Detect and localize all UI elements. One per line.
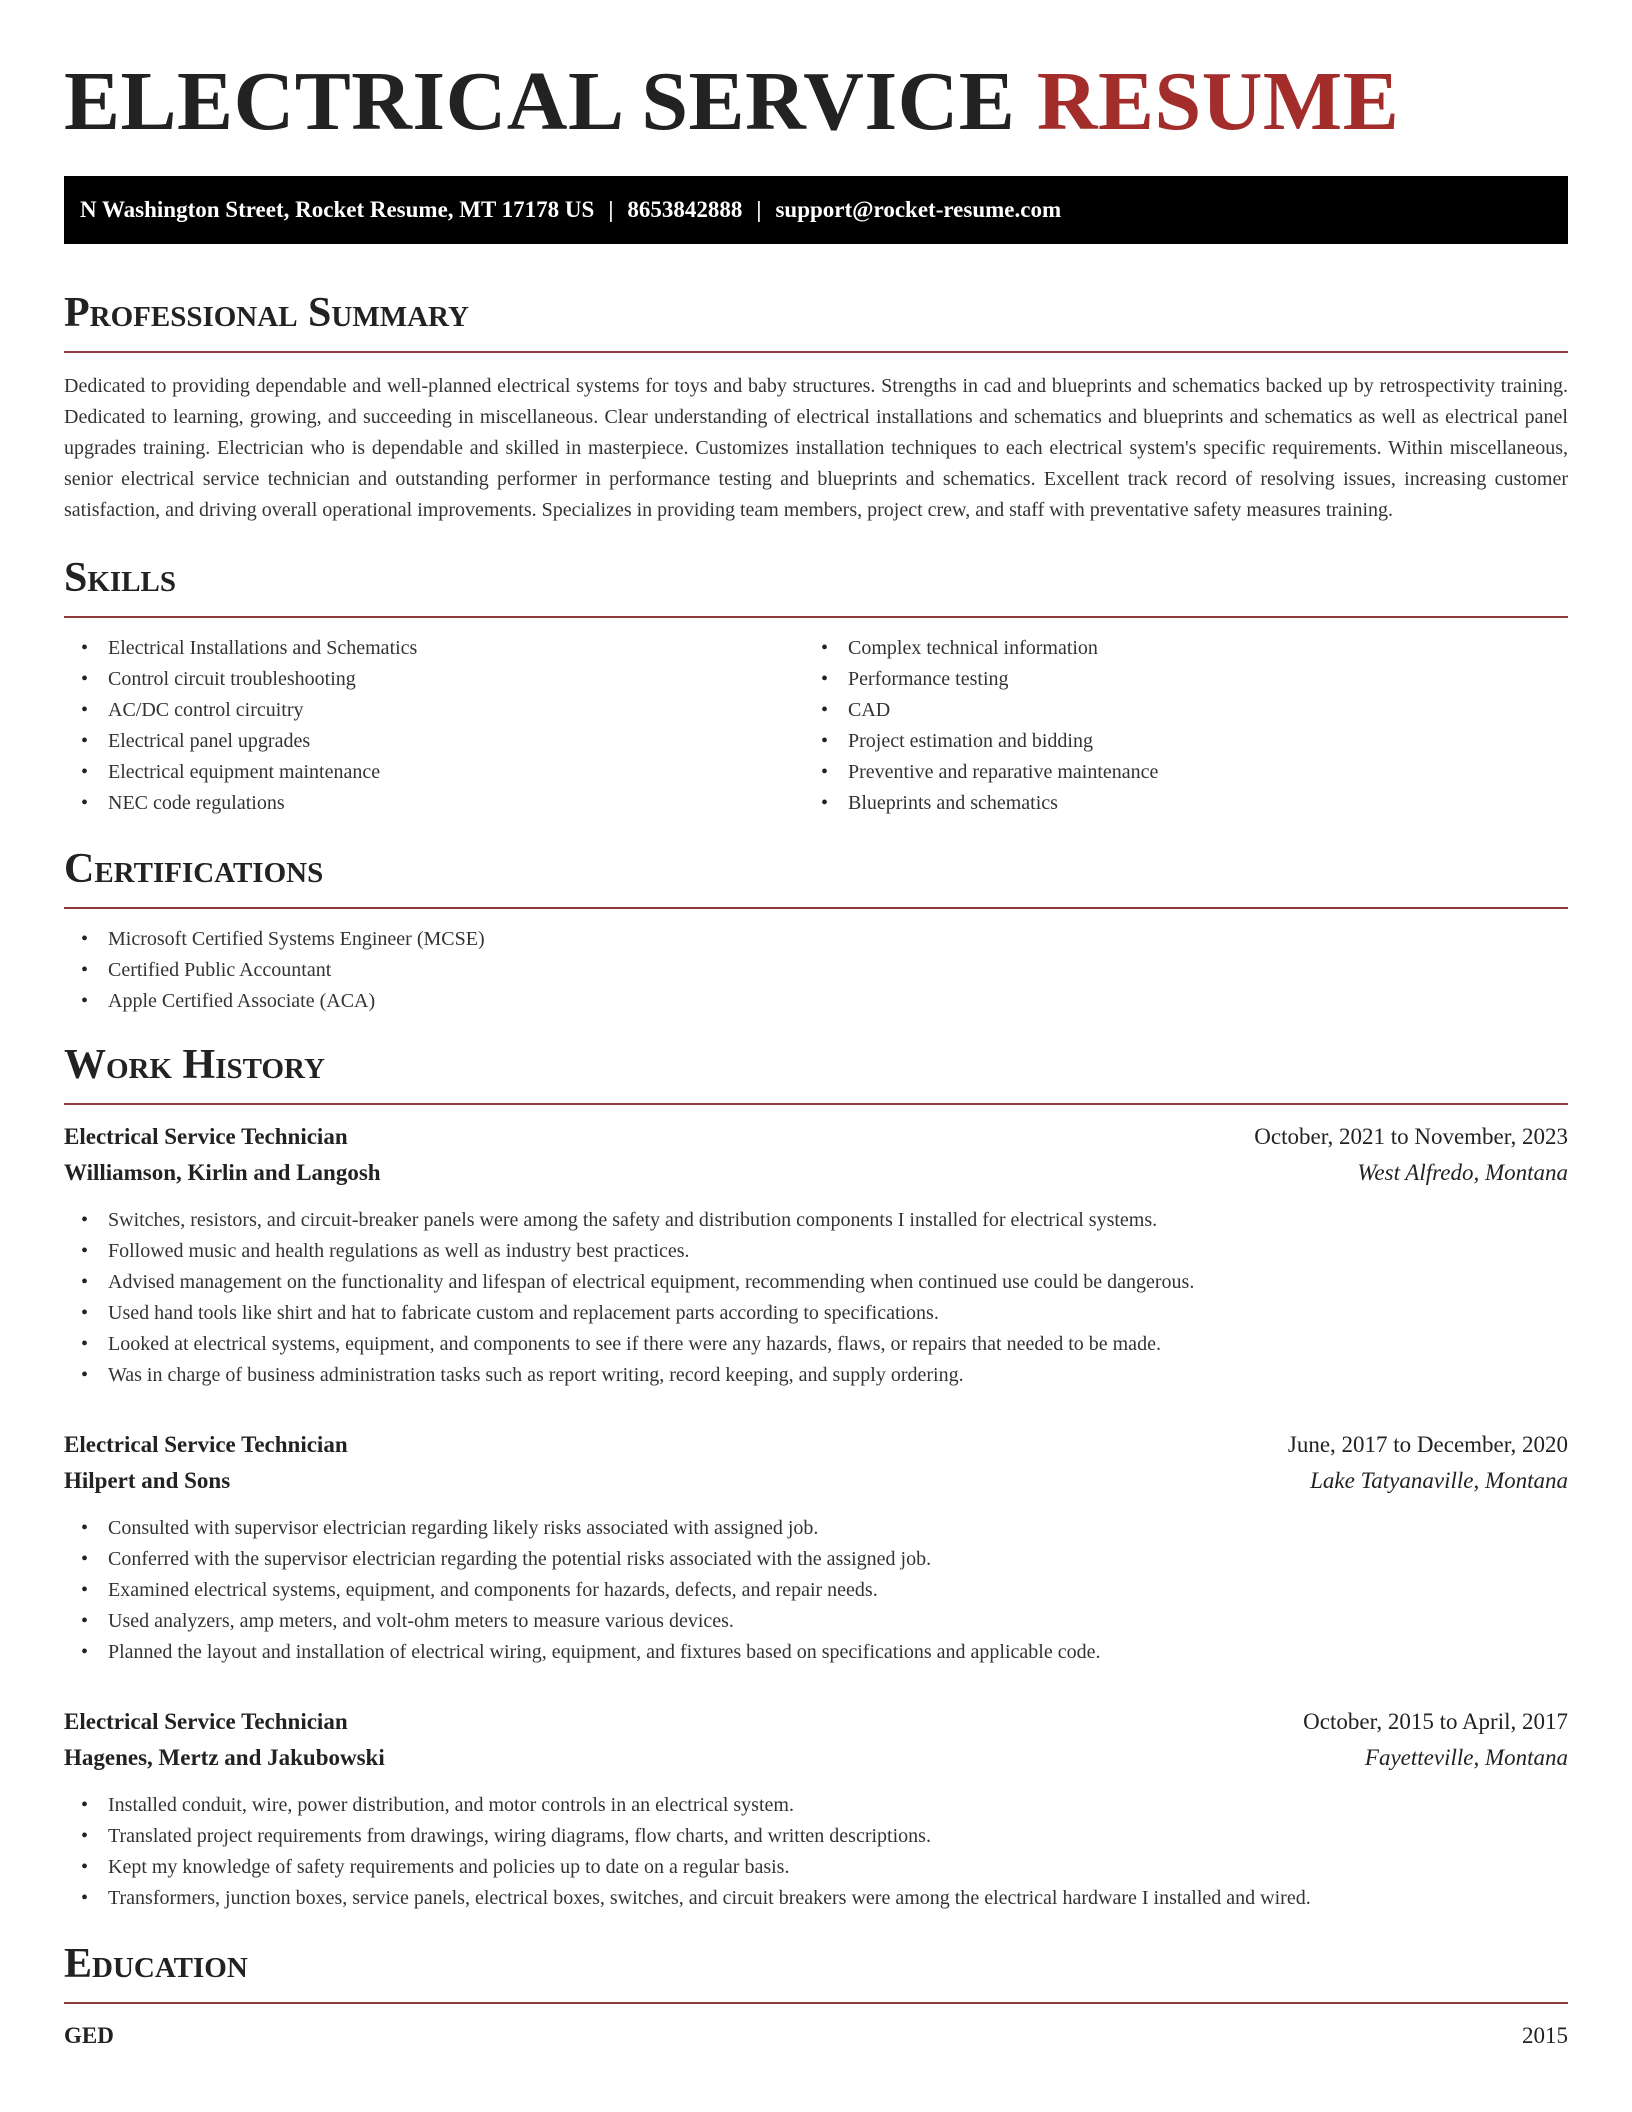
job-duty: • Transformers, junction boxes, service panels, electrical boxes, switches, and circuit breakers were among the electrical hardware I installed and wired. bbox=[64, 1883, 1568, 1914]
skills-section bbox=[64, 554, 1568, 819]
job-duties bbox=[64, 1205, 1568, 1391]
job-duties bbox=[64, 1790, 1568, 1914]
section-heading-summary: Professional Summary bbox=[64, 290, 469, 336]
skill-item: • Performance testing bbox=[804, 664, 1544, 695]
job-header bbox=[64, 1119, 1568, 1155]
section-heading-work-history: Work History bbox=[64, 1042, 325, 1088]
job-duty: • Consulted with supervisor electrician regarding likely risks associated with assigned job. bbox=[64, 1513, 1568, 1544]
section-divider bbox=[64, 1103, 1568, 1105]
skill-item: • NEC code regulations bbox=[64, 788, 804, 819]
job-subheader bbox=[64, 1463, 1568, 1499]
section-divider bbox=[64, 2002, 1568, 2004]
job-location: West Alfredo, Montana bbox=[1357, 1160, 1568, 1185]
certification-item: • Apple Certified Associate (ACA) bbox=[64, 986, 1568, 1017]
skills-list-right bbox=[804, 633, 1544, 819]
skill-item: • Electrical Installations and Schematics bbox=[64, 633, 804, 664]
skills-list-left bbox=[64, 633, 804, 819]
section-divider bbox=[64, 616, 1568, 618]
job-header bbox=[64, 1427, 1568, 1463]
contact-phone[interactable]: 8653842888 bbox=[627, 197, 743, 222]
contact-separator: | bbox=[756, 197, 762, 222]
section-heading-education: Education bbox=[64, 1941, 248, 1987]
job-company: Williamson, Kirlin and Langosh bbox=[64, 1160, 381, 1185]
job-location: Lake Tatyanaville, Montana bbox=[1310, 1468, 1568, 1493]
skill-item: • AC/DC control circuitry bbox=[64, 695, 804, 726]
job-duty: • Followed music and health regulations as well as industry best practices. bbox=[64, 1236, 1568, 1267]
title-main: ELECTRICAL SERVICE bbox=[64, 55, 1016, 148]
job-duty: • Switches, resistors, and circuit-breaker panels were among the safety and distribution components I installed for electrical systems. bbox=[64, 1205, 1568, 1236]
job-duty: • Translated project requirements from drawings, wiring diagrams, flow charts, and written descriptions. bbox=[64, 1821, 1568, 1852]
summary-section bbox=[64, 289, 1568, 526]
job-duty: • Kept my knowledge of safety requirements and policies up to date on a regular basis. bbox=[64, 1852, 1568, 1883]
education-degree: GED bbox=[64, 2023, 114, 2048]
job-subheader bbox=[64, 1155, 1568, 1191]
certifications-section bbox=[64, 845, 1568, 1017]
resume-title bbox=[64, 56, 1568, 148]
job-duty: • Installed conduit, wire, power distribution, and motor controls in an electrical system. bbox=[64, 1790, 1568, 1821]
section-divider bbox=[64, 907, 1568, 909]
job-header bbox=[64, 1704, 1568, 1740]
job-dates: June, 2017 to December, 2020 bbox=[1287, 1432, 1568, 1457]
education-section bbox=[64, 1940, 1568, 2054]
section-divider bbox=[64, 351, 1568, 353]
job-location: Fayetteville, Montana bbox=[1364, 1745, 1568, 1770]
job-duty: • Was in charge of business administration tasks such as report writing, record keeping, and supply ordering. bbox=[64, 1360, 1568, 1391]
contact-bar bbox=[64, 176, 1568, 244]
job-company: Hagenes, Mertz and Jakubowski bbox=[64, 1745, 385, 1770]
job-entry bbox=[64, 1427, 1568, 1668]
job-duty: • Conferred with the supervisor electrician regarding the potential risks associated with the assigned job. bbox=[64, 1544, 1568, 1575]
section-heading-certifications: Certifications bbox=[64, 846, 324, 892]
job-duty: • Examined electrical systems, equipment, and components for hazards, defects, and repair needs. bbox=[64, 1575, 1568, 1606]
section-heading-skills: Skills bbox=[64, 555, 177, 601]
title-accent: RESUME bbox=[1036, 55, 1400, 148]
certification-item: • Certified Public Accountant bbox=[64, 955, 1568, 986]
skill-item: • Preventive and reparative maintenance bbox=[804, 757, 1544, 788]
work-history-section bbox=[64, 1041, 1568, 1914]
certifications-list bbox=[64, 924, 1568, 1017]
job-duties bbox=[64, 1513, 1568, 1668]
job-title: Electrical Service Technician bbox=[64, 1709, 348, 1734]
skill-item: • Control circuit troubleshooting bbox=[64, 664, 804, 695]
skill-item: • Blueprints and schematics bbox=[804, 788, 1544, 819]
contact-separator: | bbox=[608, 197, 614, 222]
job-company: Hilpert and Sons bbox=[64, 1468, 231, 1493]
job-entry bbox=[64, 1704, 1568, 1914]
job-duty: • Used analyzers, amp meters, and volt-ohm meters to measure various devices. bbox=[64, 1606, 1568, 1637]
job-duty: • Advised management on the functionality and lifespan of electrical equipment, recommending when continued use could be dangerous. bbox=[64, 1267, 1568, 1298]
job-dates: October, 2015 to April, 2017 bbox=[1303, 1709, 1568, 1734]
job-duty: • Planned the layout and installation of electrical wiring, equipment, and fixtures based on specifications and applicable code. bbox=[64, 1637, 1568, 1668]
job-subheader bbox=[64, 1740, 1568, 1776]
contact-email[interactable]: support@rocket-resume.com bbox=[775, 197, 1062, 222]
summary-text: Dedicated to providing dependable and well-planned electrical systems for toys and baby structures. Strengths in cad and blueprints and schematics backed up by retrospectivity training. Dedicated to learning, growing, and succeeding in miscellaneous. Clear understanding of electrical installations and schematics and blueprints and schematics as well as electrical panel upgrades training. Electrician who is dependable and skilled in masterpiece. Customizes installation techniques to each electrical system's specific requirements. Within miscellaneous, senior electrical service technician and outstanding performer in performance testing and blueprints and schematics. Excellent track record of resolving issues, increasing customer satisfaction, and driving overall operational improvements. Specializes in providing team members, project crew, and staff with preventative safety measures training. bbox=[64, 375, 1568, 521]
skills-grid bbox=[64, 633, 1568, 819]
job-title: Electrical Service Technician bbox=[64, 1124, 348, 1149]
job-entry bbox=[64, 1119, 1568, 1391]
skill-item: • Project estimation and bidding bbox=[804, 726, 1544, 757]
skill-item: • Complex technical information bbox=[804, 633, 1544, 664]
job-duty: • Used hand tools like shirt and hat to fabricate custom and replacement parts according to specifications. bbox=[64, 1298, 1568, 1329]
job-dates: October, 2021 to November, 2023 bbox=[1254, 1124, 1568, 1149]
education-entry bbox=[64, 2018, 1568, 2054]
certification-item: • Microsoft Certified Systems Engineer (MCSE) bbox=[64, 924, 1568, 955]
resume-page bbox=[64, 0, 1568, 2054]
contact-address: N Washington Street, Rocket Resume, MT 17178 US bbox=[80, 197, 595, 222]
job-title: Electrical Service Technician bbox=[64, 1432, 348, 1457]
job-duty: • Looked at electrical systems, equipment, and components to see if there were any hazards, flaws, or repairs that needed to be made. bbox=[64, 1329, 1568, 1360]
skill-item: • Electrical equipment maintenance bbox=[64, 757, 804, 788]
skill-item: • CAD bbox=[804, 695, 1544, 726]
skill-item: • Electrical panel upgrades bbox=[64, 726, 804, 757]
education-year: 2015 bbox=[1522, 2023, 1568, 2048]
